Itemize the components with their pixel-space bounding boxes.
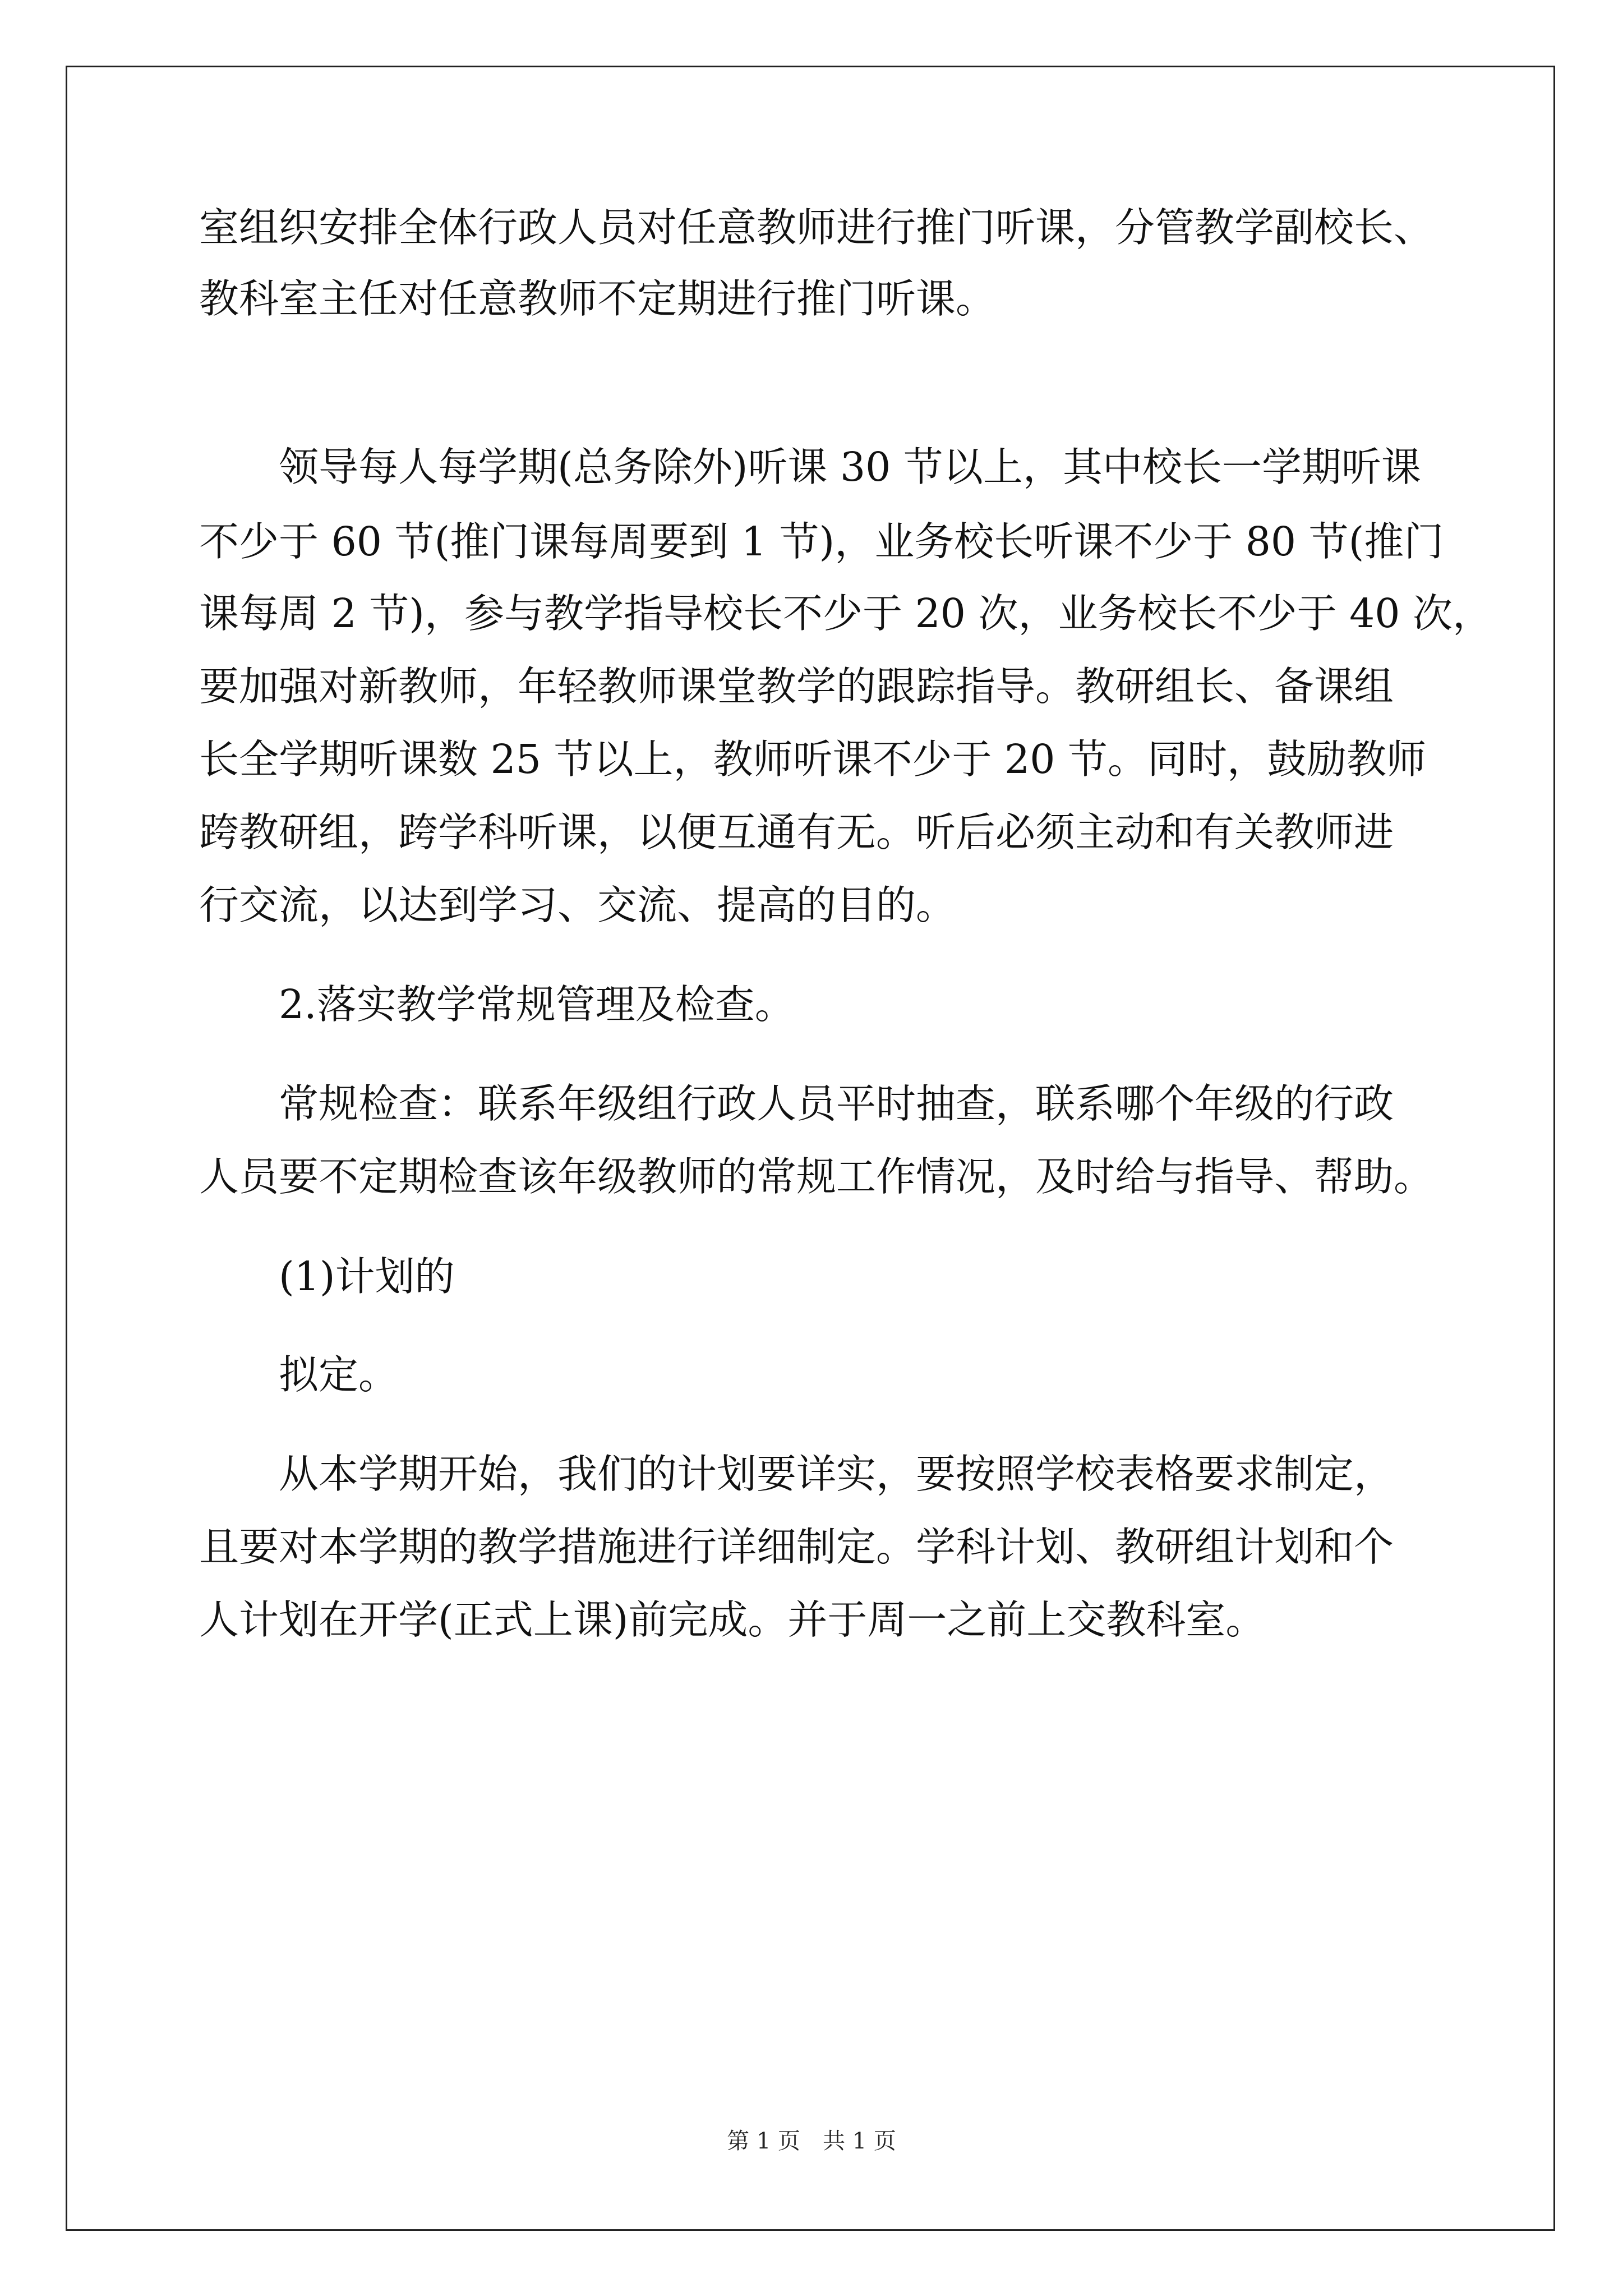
paragraph-first-line: 常规检查：联系年级组行政人员平时抽查，联系哪个年级的行政 — [279, 1080, 1394, 1127]
text-line: 人计划在开学(正式上课)前完成。并于周一之前上交教科室。 — [199, 1596, 1266, 1643]
text-line: 跨教研组，跨学科听课，以便互通有无。听后必须主动和有关教师进 — [199, 809, 1394, 855]
page-border — [66, 66, 1555, 2231]
text-line: 拟定。 — [279, 1351, 399, 1398]
text-line: 且要对本学期的教学措施进行详细制定。学科计划、教研组计划和个 — [199, 1524, 1394, 1570]
subsection-heading: (1)计划的 — [279, 1253, 455, 1300]
paragraph-first-line: 领导每人每学期(总务除外)听课 30 节以上，其中校长一学期听课 — [279, 444, 1421, 490]
text-line: 不少于 60 节(推门课每周要到 1 节)，业务校长听课不少于 80 节(推门 — [199, 518, 1444, 565]
section-heading: 2.落实教学常规管理及检查。 — [279, 981, 795, 1028]
page-footer: 第 1 页 共 1 页 — [727, 2128, 896, 2154]
text-line: 行交流，以达到学习、交流、提高的目的。 — [199, 882, 956, 928]
text-line: 人员要不定期检查该年级教师的常规工作情况，及时给与指导、帮助。 — [199, 1153, 1434, 1200]
text-line: 课每周 2 节)，参与教学指导校长不少于 20 次，业务校长不少于 40 次， — [199, 590, 1492, 637]
text-line: 教科室主任对任意教师不定期进行推门听课。 — [199, 275, 996, 322]
paragraph-first-line: 从本学期开始，我们的计划要详实，要按照学校表格要求制定， — [279, 1451, 1394, 1497]
text-line: 长全学期听课数 25 节以上，教师听课不少于 20 节。同时，鼓励教师 — [199, 736, 1426, 783]
text-line: 室组织安排全体行政人员对任意教师进行推门听课，分管教学副校长、 — [199, 204, 1434, 251]
text-line: 要加强对新教师，年轻教师课堂教学的跟踪指导。教研组长、备课组 — [199, 663, 1394, 710]
